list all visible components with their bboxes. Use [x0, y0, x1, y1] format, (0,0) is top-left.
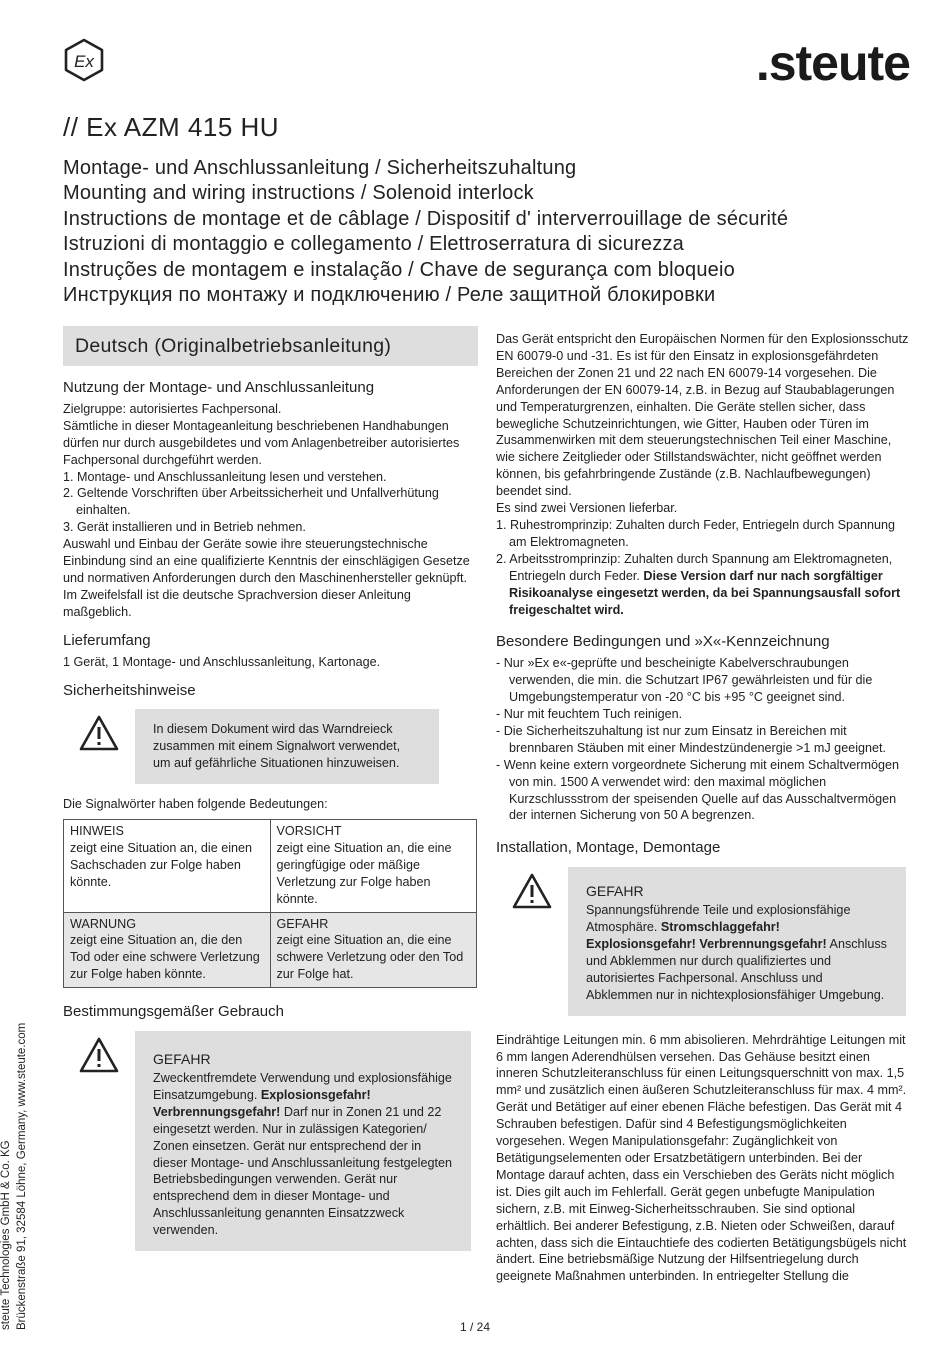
usage-step: 2. Geltende Vorschriften über Arbeitssicherheit und Unfallverhütung einhalten. [63, 486, 439, 518]
danger-title: GEFAHR [153, 1051, 211, 1068]
signal-description: zeigt eine Situation an, die einen Sachschaden zur Folge haben könnte. [70, 840, 253, 889]
language-heading: Deutsch (Originalbetriebsanleitung) [63, 326, 478, 366]
target-group: Zielgruppe: autorisiertes Fachpersonal. [63, 401, 282, 416]
left-column [63, 326, 478, 1251]
subtitle-en: Mounting and wiring instructions / Solenoid interlock [63, 182, 534, 205]
safety-notice-box [135, 709, 439, 784]
table-cell [270, 820, 477, 913]
signal-word: HINWEIS [70, 824, 124, 839]
condition-item: - Wenn keine extern vorgeordnete Sicherung mit einem Schaltvermögen von min. 1500 A verwendet wird: den maximal möglichen Kurzschlussstrom der speisenden Quelle auf das Ausschaltvermögen der internen Sicherung von 50 A begrenzen. [496, 757, 899, 823]
signal-description: zeigt eine Situation an, die eine schwere Verletzung oder den Tod zur Folge hat. [276, 933, 464, 982]
signal-word: WARNUNG [70, 916, 136, 931]
condition-item: - Nur mit feuchtem Tuch reinigen. [496, 707, 683, 722]
signal-description: zeigt eine Situation an, die den Tod oder eine schwere Verletzung zur Folge haben könnte. [70, 933, 260, 982]
scope-text: 1 Gerät, 1 Montage- und Anschlussanleitung, Kartonage. [63, 654, 381, 669]
safety-heading: Sicherheitshinweise [63, 681, 196, 699]
danger-text [153, 1070, 453, 1239]
danger-emphasis: Explosionsgefahr! Verbrennungsgefahr! [153, 1087, 371, 1119]
usage-paragraph: Auswahl und Einbau der Geräte sowie ihre steuerungstechnische Einbindung sind an eine qualifizierte Kenntnis der einschlägigen Gesetze und normativen Anforderungen durch den Maschinenhersteller geknüpft. [63, 537, 470, 585]
danger-text-part: Spannungsführende Teile und explosionsfähige Atmosphäre. [586, 903, 851, 935]
subtitle-ru: Инструкция по монтажу и подключению / Реле защитной блокировки [63, 284, 716, 307]
danger-text [586, 902, 888, 1003]
versions-intro: Es sind zwei Versionen lieferbar. [496, 501, 678, 516]
installation-box [568, 867, 906, 1015]
brand-logo: .steute [755, 35, 910, 91]
subtitle-pt: Instruções de montagem e instalação / Chave de segurança com bloqueio [63, 258, 735, 281]
ex-hexagon-icon [62, 38, 106, 82]
signal-word-table [63, 819, 477, 988]
usage-paragraph: Im Zweifelsfall ist die deutsche Sprachversion dieser Anleitung maßgeblich. [63, 587, 411, 619]
signal-intro: Die Signalwörter haben folgende Bedeutungen: [63, 797, 328, 812]
right-column [496, 331, 909, 1285]
condition-item: - Die Sicherheitszuhaltung ist nur zum Einsatz in Bereichen mit brennbaren Stäuben mit einer Mindestzündenergie >1 mJ geeignet. [496, 723, 887, 755]
danger-text-part: Anschluss und Abklemmen nur durch qualifiziertes und autorisiertes Fachpersonal. Anschluss und Abklemmen nur in nichtexplosionsfähiger Umgebung. [586, 937, 887, 1002]
version-item: 1. Ruhestromprinzip: Zuhalten durch Feder, Entriegeln durch Spannung am Elektromagneten. [496, 517, 896, 549]
condition-item: - Nur »Ex e«-geprüfte und bescheinigte Kabelverschraubungen verwenden, die min. die Schutzart IP67 gewährleisten und für die Umgebungstemperatur von -20 °C bis +95 °C geeignet sind. [496, 656, 873, 705]
intended-use-box [135, 1031, 471, 1251]
danger-text-part: Zweckentfremdete Verwendung und explosionsfähige Einsatzumgebung. [153, 1071, 452, 1102]
table-cell [64, 820, 271, 913]
version-warning: Diese Version darf nur nach sorgfältiger Risikoanalyse eingesetzt werden, da bei Spannungsausfall sofort freigeschaltet wird. [509, 568, 901, 617]
standards-paragraph: Das Gerät entspricht den Europäischen Normen für den Explosionsschutz EN 60079-0 und -31. Es ist für den Einsatz in explosionsgefährdeten Bereichen der Zonen 21 und 22 nach EN 60079-14 vorgesehen. Die Anforderungen der EN 60079-14, z.B. in Bezug auf Staubablagerungen und Temperaturgrenzen, einhalten. Die Geräte stellen sicher, dass bewegliche Schutzeinrichtungen, wie Gitter, Hauben oder Türen im Zusammenwirken mit dem steuerungstechnischen Teil einer Maschine, wie sichere Zeitglieder oder Stillstandswächter, nicht geöffnet werden können, bis gefahrbringende Zustände (z.B. Nachlaufbewegungen) beendet sind. [496, 332, 909, 499]
warning-triangle-icon [63, 1031, 135, 1073]
installation-heading: Installation, Montage, Demontage [496, 839, 721, 857]
installation-body: Eindrähtige Leitungen min. 6 mm abisolieren. Mehrdrähtige Leitungen mit 6 mm langen Aderendhülsen versehen. Das Gehäuse besitzt einen inneren Schutzleiteranschluss für einen Leitungsquerschnitt von max. 1,5 mm² und zusätzlich einen äußeren Schutzleiteranschluss für max. 4 mm². Gerät und Betätiger auf einer ebenen Fläche befestigen. Das Gerät mit 4 Schrauben befestigen. Dafür sind 4 Befestigungsmöglichkeiten vorgesehen. Wegen Manipulationsgefahr: Zugänglichkeit von Betätigungselementen oder Ersatzbetätigern unterbinden. Bei der Montage darauf achten, dass ein Verschieben des Geräts nicht möglich ist. Dies gilt auch im Fehlerfall. Gerät gegen unbefugte Manipulation sichern, z.B. mit Einweg-Sicherheitsschrauben. Sie sind optional erhältlich. Bei anderer Befestigung, z.B. Nieten oder Schweißen, darauf achten, dass sich die Eintauchtiefe des codierten Betätigungsbügels nicht ändert. Eine betriebsmäßige Nutzung der Hilfsentriegelung durch geeignete Maßnahmen unterbinden. In entriegelter Stellung die [496, 1032, 907, 1284]
subtitle-it: Istruzioni di montaggio e collegamento / Elettroserratura di sicurezza [63, 233, 684, 256]
usage-heading: Nutzung der Montage- und Anschlussanleitung [63, 379, 375, 396]
table-row [64, 820, 477, 913]
signal-word: GEFAHR [276, 916, 329, 931]
table-cell [270, 912, 477, 988]
usage-paragraph: Sämtliche in dieser Montageanleitung beschriebenen Handhabungen dürfen nur durch ausgebildetes und vom Anlagenbetreiber autorisiertes Fachpersonal durchgeführt werden. [63, 418, 460, 467]
subtitle-list [63, 156, 788, 308]
company-street: Brückenstraße 91, 32584 Löhne, Germany, www.steute.com [16, 1022, 28, 1330]
company-address [0, 1023, 30, 1330]
subtitle-fr: Instructions de montage et de câblage / Dispositif d' interverrouillage de sécurité [63, 207, 789, 230]
intended-use-warning [63, 1031, 478, 1251]
document-title: // Ex AZM 415 HU [63, 112, 280, 142]
safety-notice-text: In diesem Dokument wird das Warndreieck zusammen mit einem Signalwort verwendet, um auf gefährliche Situationen hinzuweisen. [153, 722, 401, 771]
installation-warning [496, 867, 909, 1015]
ex-logo-text: Ex [74, 52, 94, 71]
scope-heading: Lieferumfang [63, 631, 151, 649]
intended-use-heading: Bestimmungsgemäßer Gebrauch [63, 1003, 284, 1021]
signal-description: zeigt eine Situation an, die eine geringfügige oder mäßige Verletzung zur Folge haben könnte. [276, 840, 452, 906]
version-text: 2. Arbeitsstromprinzip: Zuhalten durch Spannung am Elektromagneten, Entriegeln durch Feder. [496, 551, 893, 583]
safety-notice [63, 709, 478, 784]
usage-step: 1. Montage- und Anschlussanleitung lesen und verstehen. [63, 469, 387, 484]
danger-title: GEFAHR [586, 883, 644, 900]
table-row [64, 912, 477, 988]
page-number: 1 / 24 [459, 1320, 491, 1334]
warning-triangle-icon [496, 867, 568, 909]
danger-text-part: Darf nur in Zonen 21 und 22 eingesetzt werden. Nur in zulässigen Kategorien/ Zonen einsetzen. Gerät nur entsprechend der in dieser Montage- und Anschlussanleitung festgelegten Betriebsbedingungen verwenden. Gerät nur entsprechend dem in dieser Montage- und Anschlussanleitung genannten Einsatzzweck verwenden. [153, 1104, 452, 1238]
danger-emphasis: Stromschlaggefahr! Explosionsgefahr! Verbrennungsgefahr! [586, 920, 827, 951]
special-conditions-heading: Besondere Bedingungen und »X«-Kennzeichnung [496, 633, 830, 651]
company-name: steute Technologies GmbH & Co. KG [0, 1140, 12, 1330]
table-cell [64, 912, 271, 988]
signal-word: VORSICHT [276, 824, 342, 839]
version-item [496, 551, 909, 619]
subtitle-de: Montage- und Anschlussanleitung / Sicherheitszuhaltung [63, 157, 577, 179]
warning-triangle-icon [63, 709, 135, 751]
usage-step: 3. Gerät installieren und in Betrieb nehmen. [63, 520, 306, 535]
